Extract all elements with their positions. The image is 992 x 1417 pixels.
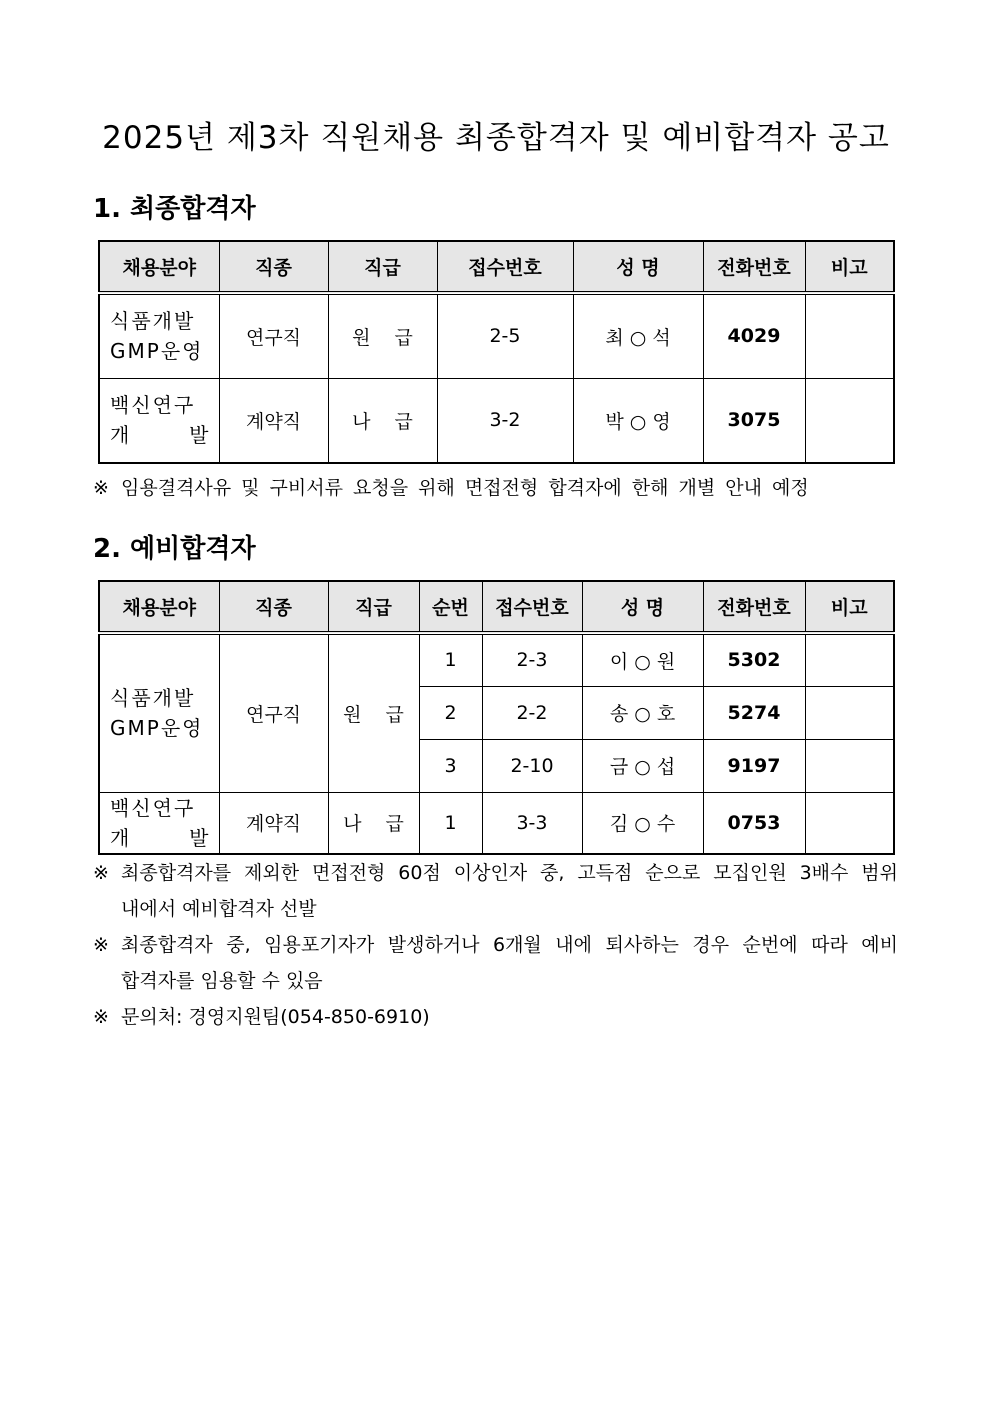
table-row bbox=[99, 792, 894, 854]
dept-line: 식품개발 bbox=[110, 686, 196, 711]
grade-cell: 나 급 bbox=[328, 378, 437, 463]
note-text: 문의처: 경영지원팀(054-850-6910) bbox=[121, 1006, 430, 1028]
final-pass-table bbox=[98, 240, 895, 464]
header-cell: 전화번호 bbox=[703, 241, 805, 293]
name-cell: 금 ○ 섭 bbox=[582, 739, 703, 792]
header-cell: 비고 bbox=[805, 581, 894, 633]
section2-notes bbox=[93, 855, 898, 1035]
name-cell: 최 ○ 석 bbox=[573, 293, 703, 378]
note-mark: ※ bbox=[93, 934, 109, 956]
name-cell: 박 ○ 영 bbox=[573, 378, 703, 463]
page-title: 2025년 제3차 직원채용 최종합격자 및 예비합격자 공고 bbox=[102, 120, 890, 156]
name-cell: 김 ○ 수 bbox=[582, 792, 703, 854]
grade-cell: 나 급 bbox=[328, 792, 419, 854]
table-header-row bbox=[99, 581, 894, 633]
type-cell: 계약직 bbox=[219, 792, 328, 854]
dept-line: 백신연구 bbox=[110, 795, 196, 820]
header-cell: 직급 bbox=[328, 581, 419, 633]
section1-footnote bbox=[93, 470, 898, 506]
section1-heading: 1. 최종합격자 bbox=[93, 194, 256, 224]
header-cell: 성 명 bbox=[582, 581, 703, 633]
note-cell bbox=[805, 633, 894, 686]
phone-cell: 5274 bbox=[703, 686, 805, 739]
note-mark: ※ bbox=[93, 1006, 109, 1028]
note-cell bbox=[805, 686, 894, 739]
header-cell: 전화번호 bbox=[703, 581, 805, 633]
note-cell bbox=[805, 293, 894, 378]
note-item bbox=[93, 999, 898, 1035]
header-cell: 채용분야 bbox=[99, 241, 219, 293]
reg-cell: 2-5 bbox=[437, 293, 573, 378]
table-row bbox=[99, 293, 894, 378]
dept-line: 개 발 bbox=[110, 825, 211, 850]
dept-line: 백신연구 bbox=[110, 393, 196, 418]
note-mark: ※ bbox=[93, 477, 109, 499]
reg-cell: 3-2 bbox=[437, 378, 573, 463]
phone-cell: 4029 bbox=[703, 293, 805, 378]
note-cell bbox=[805, 378, 894, 463]
table-row bbox=[99, 633, 894, 686]
note-text: 내에서 예비합격자 선발 bbox=[121, 898, 317, 920]
dept-cell bbox=[99, 293, 219, 378]
header-cell: 직종 bbox=[219, 581, 328, 633]
order-cell: 2 bbox=[419, 686, 482, 739]
phone-cell: 9197 bbox=[703, 739, 805, 792]
header-cell: 성 명 bbox=[573, 241, 703, 293]
dept-cell bbox=[99, 792, 219, 854]
header-cell: 접수번호 bbox=[437, 241, 573, 293]
dept-line: GMP운영 bbox=[110, 339, 204, 364]
note-text: 임용결격사유 및 구비서류 요청을 위해 면접전형 합격자에 한해 개별 안내 예정 bbox=[121, 477, 809, 499]
dept-line: 개 발 bbox=[110, 423, 211, 448]
note-item bbox=[93, 855, 898, 927]
phone-cell: 0753 bbox=[703, 792, 805, 854]
header-cell: 직급 bbox=[328, 241, 437, 293]
note-text: 최종합격자 중, 임용포기자가 발생하거나 6개월 내에 퇴사하는 경우 순번에 따라 예비 bbox=[121, 934, 898, 956]
header-cell: 순번 bbox=[419, 581, 482, 633]
reserve-pass-table bbox=[98, 580, 895, 855]
section2-heading: 2. 예비합격자 bbox=[93, 534, 256, 564]
note-item bbox=[93, 927, 898, 999]
type-cell: 연구직 bbox=[219, 633, 328, 792]
note-text: 합격자를 임용할 수 있음 bbox=[121, 970, 323, 992]
header-cell: 비고 bbox=[805, 241, 894, 293]
name-cell: 송 ○ 호 bbox=[582, 686, 703, 739]
type-cell: 연구직 bbox=[219, 293, 328, 378]
phone-cell: 5302 bbox=[703, 633, 805, 686]
note-cell bbox=[805, 792, 894, 854]
header-cell: 접수번호 bbox=[482, 581, 582, 633]
reg-cell: 2-2 bbox=[482, 686, 582, 739]
type-cell: 계약직 bbox=[219, 378, 328, 463]
name-cell: 이 ○ 원 bbox=[582, 633, 703, 686]
dept-cell bbox=[99, 633, 219, 792]
phone-cell: 3075 bbox=[703, 378, 805, 463]
table-row bbox=[99, 378, 894, 463]
order-cell: 3 bbox=[419, 739, 482, 792]
note-text: 최종합격자를 제외한 면접전형 60점 이상인자 중, 고득점 순으로 모집인원 3배수 범위 bbox=[121, 862, 898, 884]
header-cell: 직종 bbox=[219, 241, 328, 293]
reg-cell: 3-3 bbox=[482, 792, 582, 854]
note-cell bbox=[805, 739, 894, 792]
grade-cell: 원 급 bbox=[328, 293, 437, 378]
note-mark: ※ bbox=[93, 862, 109, 884]
header-cell: 채용분야 bbox=[99, 581, 219, 633]
dept-line: GMP운영 bbox=[110, 716, 204, 741]
table-header-row bbox=[99, 241, 894, 293]
reg-cell: 2-10 bbox=[482, 739, 582, 792]
order-cell: 1 bbox=[419, 792, 482, 854]
dept-cell bbox=[99, 378, 219, 463]
reg-cell: 2-3 bbox=[482, 633, 582, 686]
order-cell: 1 bbox=[419, 633, 482, 686]
grade-cell: 원 급 bbox=[328, 633, 419, 792]
dept-line: 식품개발 bbox=[110, 309, 196, 334]
